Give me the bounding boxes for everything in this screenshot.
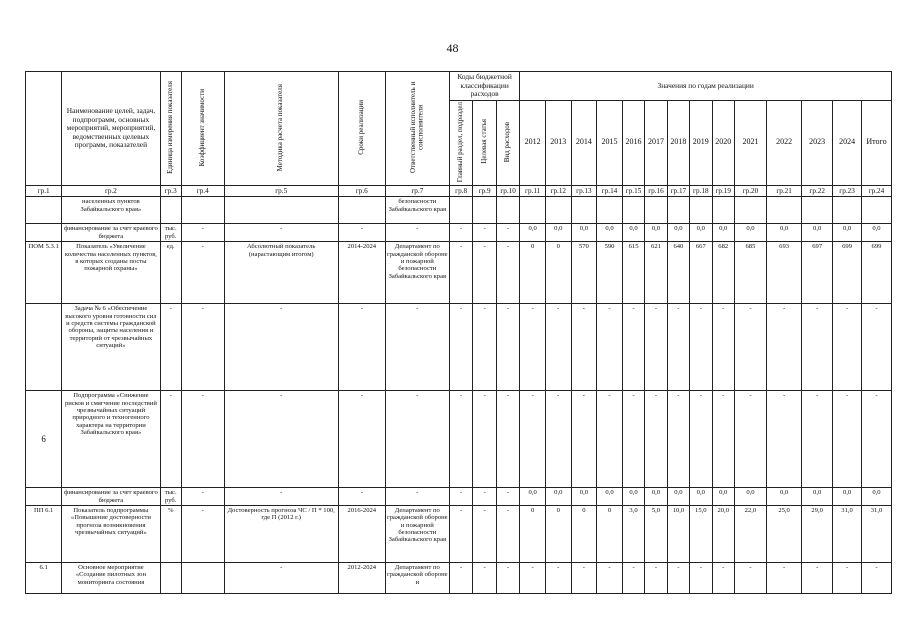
- row-year-value: [690, 197, 712, 224]
- row-year-value: [833, 197, 862, 224]
- col-number: гр.10: [496, 186, 520, 197]
- row-responsible: безопасности Забайкальского края: [385, 197, 449, 224]
- row-year-value: -: [622, 304, 644, 391]
- row-year-value: -: [712, 562, 734, 593]
- row-name: Основное мероприятие «Создание пилотных зон мониторинга состояния: [62, 562, 160, 593]
- row-responsible: Департамент по гражданской обороне и пожарной безопасности Забайкальского края: [385, 242, 449, 304]
- row-year-value: -: [622, 391, 644, 488]
- row-year-value: -: [645, 391, 667, 488]
- table-row: [26, 304, 892, 391]
- header-unit: Единица измерения показателя: [165, 80, 174, 174]
- year-header: 2017: [645, 100, 667, 186]
- row-coefficient: -: [181, 505, 224, 562]
- row-year-value: -: [545, 391, 571, 488]
- row-year-value: 0: [545, 505, 571, 562]
- row-name: населенных пунктов Забайкальского края»: [62, 197, 160, 224]
- row-responsible: Департамент по гражданской обороне и пожарной безопасности Забайкальского края: [385, 505, 449, 562]
- row-year-value: 640: [667, 242, 689, 304]
- row-year-value: -: [545, 562, 571, 593]
- row-year-value: -: [571, 391, 597, 488]
- row-year-value: 20,0: [712, 505, 734, 562]
- col-number: гр.11: [520, 186, 546, 197]
- header-main-section: Главный раздел, подраздел: [456, 101, 465, 182]
- row-year-value: 667: [690, 242, 712, 304]
- row-year-value: 0,0: [571, 488, 597, 506]
- header-name: Наименование целей, задач, подпрограмм, основных мероприятий, мероприятий, ведомственных целевых программ, показателей: [62, 72, 160, 186]
- row-year-value: -: [545, 304, 571, 391]
- col-number: гр.5: [224, 186, 338, 197]
- row-budget-code: [473, 197, 496, 224]
- row-year-value: 0,0: [645, 224, 667, 242]
- row-year-value: 0,0: [597, 488, 623, 506]
- row-year-value: [734, 197, 766, 224]
- row-budget-code: -: [449, 224, 472, 242]
- row-year-value: 0,0: [861, 224, 891, 242]
- row-year-value: 0,0: [545, 224, 571, 242]
- row-year-value: 0,0: [690, 488, 712, 506]
- row-unit: тыс. руб.: [160, 488, 181, 506]
- row-budget-code: -: [473, 224, 496, 242]
- row-budget-code: -: [496, 304, 520, 391]
- row-budget-code: -: [496, 562, 520, 593]
- row-term: -: [338, 224, 385, 242]
- row-coefficient: -: [181, 304, 224, 391]
- row-number: 6: [26, 391, 62, 488]
- year-header: 2018: [667, 100, 689, 186]
- table-row: [26, 562, 892, 593]
- row-budget-code: -: [449, 304, 472, 391]
- header-target-article: Целевая статья: [479, 119, 488, 165]
- col-number: гр.22: [802, 186, 833, 197]
- row-year-value: -: [766, 304, 801, 391]
- row-year-value: [712, 197, 734, 224]
- row-method: Абсолютный показатель (нарастающим итогом): [224, 242, 338, 304]
- header-expense-type: Вид расходов: [503, 121, 512, 162]
- row-year-value: 0: [520, 505, 546, 562]
- row-budget-code: -: [473, 505, 496, 562]
- col-number: гр.23: [833, 186, 862, 197]
- col-number: гр.1: [26, 186, 62, 197]
- row-year-value: 697: [802, 242, 833, 304]
- row-number: [26, 224, 62, 242]
- year-header: 2015: [597, 100, 623, 186]
- row-unit: [160, 197, 181, 224]
- table-row: [26, 224, 892, 242]
- row-year-value: -: [802, 304, 833, 391]
- row-method: -: [224, 391, 338, 488]
- row-year-value: -: [766, 562, 801, 593]
- row-year-value: 0: [597, 505, 623, 562]
- row-year-value: [802, 197, 833, 224]
- row-unit: -: [160, 304, 181, 391]
- row-responsible: -: [385, 488, 449, 506]
- row-year-value: 0,0: [734, 224, 766, 242]
- row-year-value: -: [667, 562, 689, 593]
- row-year-value: -: [597, 304, 623, 391]
- row-year-value: 0,0: [571, 224, 597, 242]
- row-number: [26, 304, 62, 391]
- row-year-value: [645, 197, 667, 224]
- row-year-value: 570: [571, 242, 597, 304]
- row-year-value: [597, 197, 623, 224]
- col-number: гр.16: [645, 186, 667, 197]
- row-name: Показатель подпрограммы «Повышение достоверности прогноза возникновения чрезвычайных ситуаций»: [62, 505, 160, 562]
- year-header: 2021: [734, 100, 766, 186]
- indicators-table: [25, 71, 892, 594]
- row-year-value: [545, 197, 571, 224]
- row-year-value: [571, 197, 597, 224]
- table-row: [26, 488, 892, 506]
- row-year-value: -: [861, 304, 891, 391]
- row-year-value: 0,0: [861, 488, 891, 506]
- row-budget-code: -: [473, 304, 496, 391]
- row-year-value: -: [833, 562, 862, 593]
- row-year-value: 15,0: [690, 505, 712, 562]
- row-year-value: 0: [545, 242, 571, 304]
- row-year-value: -: [766, 391, 801, 488]
- col-number: гр.20: [734, 186, 766, 197]
- column-numbering-row: [26, 186, 892, 197]
- col-number: гр.24: [861, 186, 891, 197]
- row-budget-code: -: [449, 242, 472, 304]
- col-number: гр.8: [449, 186, 472, 197]
- header-values-by-year: Значения по годам реализации: [520, 72, 892, 101]
- row-year-value: -: [520, 562, 546, 593]
- row-year-value: 0,0: [597, 224, 623, 242]
- row-number: [26, 197, 62, 224]
- row-year-value: -: [734, 304, 766, 391]
- row-budget-code: -: [449, 391, 472, 488]
- col-number: гр.15: [622, 186, 644, 197]
- row-year-value: -: [833, 391, 862, 488]
- col-number: гр.21: [766, 186, 801, 197]
- row-coefficient: [181, 562, 224, 593]
- row-year-value: -: [571, 562, 597, 593]
- col-number: гр.7: [385, 186, 449, 197]
- year-header: 2016: [622, 100, 644, 186]
- row-unit: [160, 562, 181, 593]
- year-header: 2022: [766, 100, 801, 186]
- row-year-value: -: [861, 562, 891, 593]
- row-year-value: 0,0: [690, 224, 712, 242]
- table-row: [26, 242, 892, 304]
- row-year-value: 0,0: [712, 224, 734, 242]
- row-year-value: -: [645, 562, 667, 593]
- row-year-value: 0,0: [766, 488, 801, 506]
- col-number: гр.2: [62, 186, 160, 197]
- col-number: гр.14: [597, 186, 623, 197]
- col-number: гр.3: [160, 186, 181, 197]
- row-coefficient: [181, 197, 224, 224]
- row-budget-code: -: [449, 505, 472, 562]
- row-term: -: [338, 488, 385, 506]
- header-num-cell: [26, 72, 62, 186]
- row-year-value: 31,0: [861, 505, 891, 562]
- col-number: гр.18: [690, 186, 712, 197]
- table-row: [26, 391, 892, 488]
- row-responsible: -: [385, 391, 449, 488]
- row-coefficient: -: [181, 242, 224, 304]
- row-year-value: -: [802, 562, 833, 593]
- row-year-value: [861, 197, 891, 224]
- row-term: -: [338, 391, 385, 488]
- row-budget-code: [449, 197, 472, 224]
- row-year-value: -: [833, 304, 862, 391]
- row-year-value: -: [690, 391, 712, 488]
- year-header: 2012: [520, 100, 546, 186]
- row-method: -: [224, 488, 338, 506]
- row-term: 2012-2024: [338, 562, 385, 593]
- row-year-value: 22,0: [734, 505, 766, 562]
- row-year-value: -: [712, 391, 734, 488]
- row-name: финансирование за счет краевого бюджета: [62, 224, 160, 242]
- row-method: -: [224, 562, 338, 593]
- row-name: Подпрограмма «Снижение рисков и смягчение последствий чрезвычайных ситуаций природного и техногенного характера на территории Забайкальского края»: [62, 391, 160, 488]
- header-resp: Ответственный исполнитель и соисполнители: [408, 81, 425, 174]
- row-year-value: 621: [645, 242, 667, 304]
- table-row: [26, 505, 892, 562]
- row-year-value: 0: [571, 505, 597, 562]
- row-year-value: -: [861, 391, 891, 488]
- row-budget-code: -: [473, 488, 496, 506]
- row-term: 2016-2024: [338, 505, 385, 562]
- row-method: [224, 197, 338, 224]
- row-year-value: 0,0: [622, 224, 644, 242]
- row-method: -: [224, 304, 338, 391]
- row-year-value: 693: [766, 242, 801, 304]
- row-year-value: 3,0: [622, 505, 644, 562]
- row-budget-code: -: [496, 224, 520, 242]
- row-year-value: 0,0: [766, 224, 801, 242]
- row-method: -: [224, 224, 338, 242]
- year-header: 2020: [712, 100, 734, 186]
- row-year-value: [622, 197, 644, 224]
- year-header: 2023: [802, 100, 833, 186]
- row-year-value: -: [520, 391, 546, 488]
- row-year-value: -: [667, 304, 689, 391]
- header-coef: Коэффициент значимости: [197, 88, 206, 167]
- row-budget-code: -: [473, 391, 496, 488]
- col-number: гр.19: [712, 186, 734, 197]
- row-year-value: 0,0: [520, 488, 546, 506]
- row-number: 6.1: [26, 562, 62, 593]
- row-budget-code: -: [449, 488, 472, 506]
- row-year-value: 0,0: [802, 488, 833, 506]
- row-year-value: -: [597, 391, 623, 488]
- row-year-value: -: [520, 304, 546, 391]
- row-budget-code: -: [496, 488, 520, 506]
- row-coefficient: -: [181, 488, 224, 506]
- row-year-value: 0,0: [833, 224, 862, 242]
- row-budget-code: -: [449, 562, 472, 593]
- header-method: Методика расчета показателя: [276, 83, 285, 172]
- row-year-value: [520, 197, 546, 224]
- row-coefficient: -: [181, 224, 224, 242]
- row-year-value: [766, 197, 801, 224]
- row-year-value: 0,0: [667, 224, 689, 242]
- row-term: [338, 197, 385, 224]
- year-header: 2019: [690, 100, 712, 186]
- row-year-value: 10,0: [667, 505, 689, 562]
- row-budget-code: -: [496, 242, 520, 304]
- header-term: Сроки реализации: [356, 100, 365, 155]
- row-coefficient: -: [181, 391, 224, 488]
- row-year-value: -: [712, 304, 734, 391]
- row-year-value: 0,0: [667, 488, 689, 506]
- row-year-value: 0,0: [734, 488, 766, 506]
- row-year-value: 0,0: [545, 488, 571, 506]
- row-year-value: -: [690, 562, 712, 593]
- row-name: финансирование за счет краевого бюджета: [62, 488, 160, 506]
- row-year-value: -: [645, 304, 667, 391]
- row-year-value: [667, 197, 689, 224]
- row-budget-code: -: [496, 505, 520, 562]
- row-number: ПП 6.1: [26, 505, 62, 562]
- row-unit: -: [160, 391, 181, 488]
- col-number: гр.9: [473, 186, 496, 197]
- row-year-value: -: [571, 304, 597, 391]
- row-year-value: 29,0: [802, 505, 833, 562]
- row-year-value: 615: [622, 242, 644, 304]
- col-number: гр.12: [545, 186, 571, 197]
- row-responsible: -: [385, 304, 449, 391]
- table-row: [26, 197, 892, 224]
- row-year-value: 31,0: [833, 505, 862, 562]
- year-header: 2013: [545, 100, 571, 186]
- row-year-value: 699: [861, 242, 891, 304]
- row-method: Достоверность прогноза ЧС / П * 100, где П (2012 г.): [224, 505, 338, 562]
- row-year-value: -: [690, 304, 712, 391]
- row-unit: %: [160, 505, 181, 562]
- row-year-value: 0,0: [833, 488, 862, 506]
- row-responsible: Департамент по гражданской обороне и: [385, 562, 449, 593]
- row-year-value: -: [622, 562, 644, 593]
- row-year-value: 682: [712, 242, 734, 304]
- year-header-total: Итого: [861, 100, 891, 186]
- col-number: гр.17: [667, 186, 689, 197]
- row-budget-code: -: [496, 391, 520, 488]
- year-header: 2014: [571, 100, 597, 186]
- page-number: 48: [446, 41, 459, 55]
- row-year-value: 699: [833, 242, 862, 304]
- row-year-value: 0,0: [712, 488, 734, 506]
- row-year-value: 0,0: [520, 224, 546, 242]
- row-budget-code: -: [473, 242, 496, 304]
- row-year-value: 5,0: [645, 505, 667, 562]
- row-year-value: -: [667, 391, 689, 488]
- row-name: Задача № 6 «Обеспечение высокого уровня готовности сил и средств системы гражданской обороны, защиты населения и территорий от чрезвычайных ситуаций»: [62, 304, 160, 391]
- row-year-value: 0: [520, 242, 546, 304]
- row-budget-code: [496, 197, 520, 224]
- row-number: [26, 488, 62, 506]
- col-number: гр.4: [181, 186, 224, 197]
- row-budget-code: -: [473, 562, 496, 593]
- row-term: 2014-2024: [338, 242, 385, 304]
- col-number: гр.6: [338, 186, 385, 197]
- row-year-value: 685: [734, 242, 766, 304]
- row-year-value: 25,0: [766, 505, 801, 562]
- row-year-value: -: [597, 562, 623, 593]
- header-budget-codes: Коды бюджетной классификации расходов: [449, 72, 519, 101]
- row-year-value: -: [734, 562, 766, 593]
- year-header: 2024: [833, 100, 862, 186]
- row-year-value: 0,0: [645, 488, 667, 506]
- row-year-value: 590: [597, 242, 623, 304]
- row-year-value: -: [734, 391, 766, 488]
- row-name: Показатель «Увеличение количества населенных пунктов, в которых созданы посты пожарной охраны»: [62, 242, 160, 304]
- row-year-value: -: [802, 391, 833, 488]
- row-year-value: 0,0: [622, 488, 644, 506]
- col-number: гр.13: [571, 186, 597, 197]
- row-unit: ед.: [160, 242, 181, 304]
- row-responsible: -: [385, 224, 449, 242]
- row-number: ПОМ 5.3.1: [26, 242, 62, 304]
- row-term: -: [338, 304, 385, 391]
- row-unit: тыс. руб.: [160, 224, 181, 242]
- row-year-value: 0,0: [802, 224, 833, 242]
